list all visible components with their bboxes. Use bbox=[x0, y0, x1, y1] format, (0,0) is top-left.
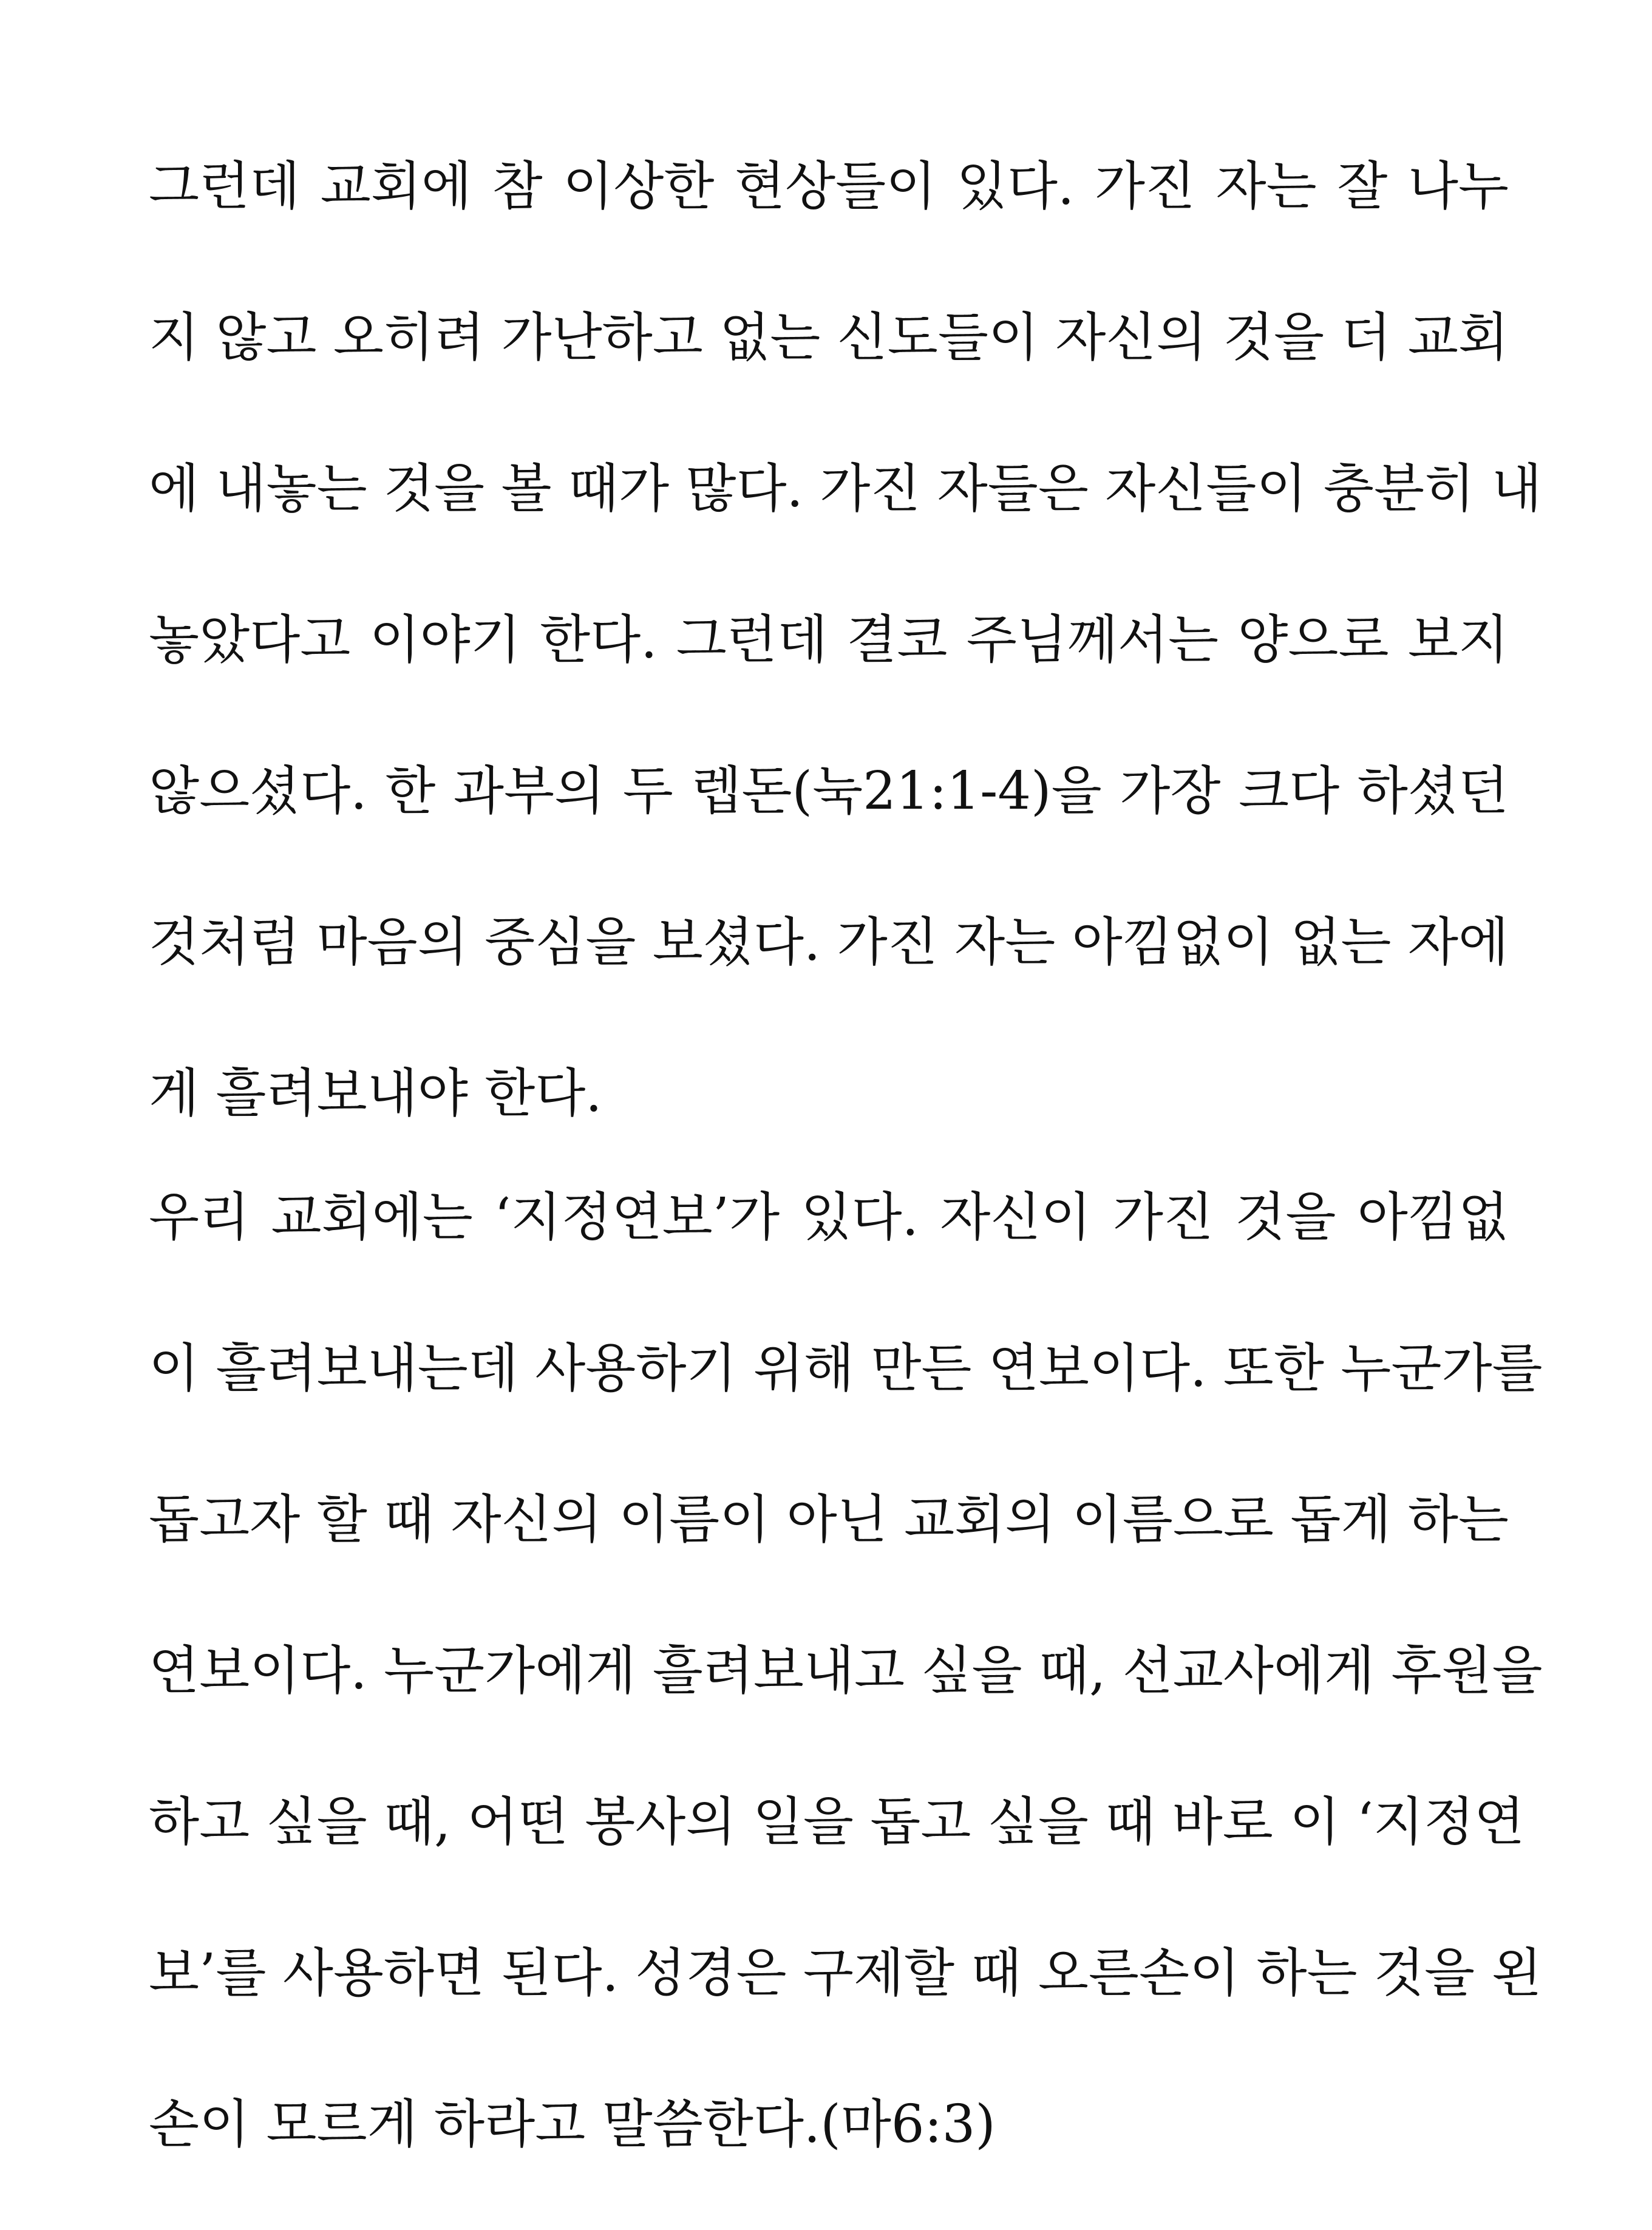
text-line: 하고 싶을 때, 어떤 봉사의 일을 돕고 싶을 때 바로 이 ‘지정연 bbox=[149, 1792, 1525, 1852]
text-line: 에 내놓는 것을 볼 때가 많다. 가진 자들은 자신들이 충분히 내 bbox=[149, 458, 1542, 519]
text-line: 게 흘려보내야 한다. bbox=[149, 1063, 602, 1124]
text-line: 보’를 사용하면 된다. 성경은 구제할 때 오른손이 하는 것을 왼 bbox=[149, 1943, 1542, 2004]
text-line: 놓았다고 이야기 한다. 그런데 결코 주님께서는 양으로 보지 bbox=[149, 610, 1509, 670]
text-line: 않으셨다. 한 과부의 두 렙돈(눅21:1-4)을 가장 크다 하셨던 bbox=[149, 761, 1509, 821]
text-line: 우리 교회에는 ‘지정연보’가 있다. 자신이 가진 것을 아낌없 bbox=[149, 1187, 1509, 1248]
text-line: 손이 모르게 하라고 말씀한다.(마6:3) bbox=[149, 2094, 996, 2155]
text-line: 연보이다. 누군가에게 흘려보내고 싶을 때, 선교사에게 후원을 bbox=[149, 1640, 1543, 1701]
paragraph-1 bbox=[149, 141, 1542, 1199]
text-line: 지 않고 오히려 가난하고 없는 신도들이 자신의 것을 더 교회 bbox=[149, 307, 1509, 368]
paragraph-2 bbox=[149, 1172, 1543, 2230]
text-line: 그런데 교회에 참 이상한 현상들이 있다. 가진 자는 잘 나누 bbox=[149, 156, 1509, 217]
text-line: 돕고자 할 때 자신의 이름이 아닌 교회의 이름으로 돕게 하는 bbox=[149, 1489, 1509, 1550]
text-line: 것처럼 마음의 중심을 보셨다. 가진 자는 아낌없이 없는 자에 bbox=[149, 912, 1509, 973]
text-line: 이 흘려보내는데 사용하기 위해 만든 연보이다. 또한 누군가를 bbox=[149, 1338, 1543, 1399]
